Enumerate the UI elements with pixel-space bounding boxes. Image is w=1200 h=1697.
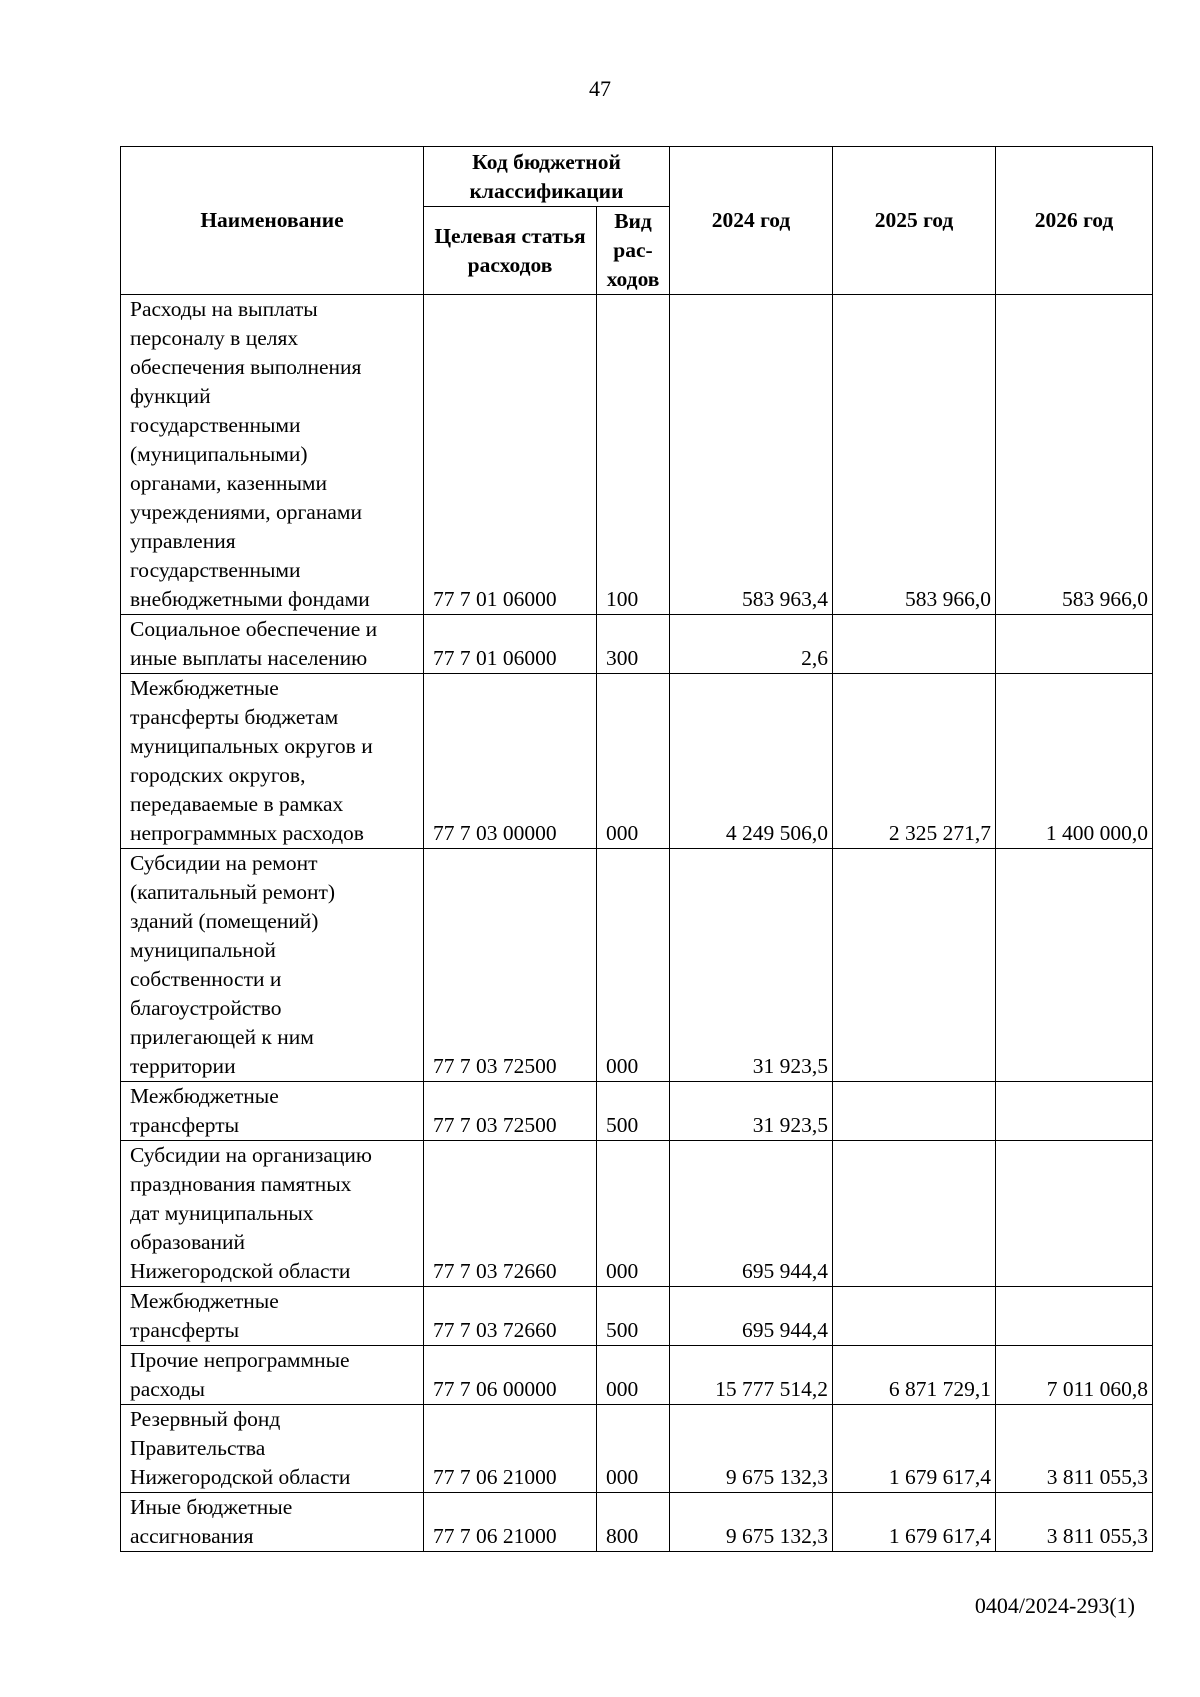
row-value-2024: 31 923,5: [670, 1082, 833, 1141]
row-name: Прочие непрограммные расходы: [121, 1346, 424, 1405]
document-code: 0404/2024-293(1): [974, 1593, 1135, 1618]
table-row: [121, 295, 1153, 615]
row-name: Межбюджетные трансферты бюджетам муниципальных округов и городских округов, передаваемые в рамках непрограммных расходов: [121, 674, 424, 849]
header-name: Наименование: [121, 147, 424, 295]
row-expense-kind: 000: [597, 849, 670, 1082]
row-value-2026: [996, 1287, 1153, 1346]
row-expense-kind: 000: [597, 1141, 670, 1287]
header-2024: 2024 год: [670, 147, 833, 295]
row-expense-kind: 300: [597, 615, 670, 674]
row-value-2026: [996, 615, 1153, 674]
row-expense-kind: 000: [597, 1405, 670, 1493]
row-value-2025: 6 871 729,1: [833, 1346, 996, 1405]
row-name: Резервный фонд Правительства Нижегородской области: [121, 1405, 424, 1493]
table-row: [121, 1493, 1153, 1552]
row-value-2026: 7 011 060,8: [996, 1346, 1153, 1405]
row-value-2024: 15 777 514,2: [670, 1346, 833, 1405]
row-value-2025: [833, 849, 996, 1082]
row-value-2024: 2,6: [670, 615, 833, 674]
budget-table: [120, 146, 1153, 1552]
row-value-2024: 695 944,4: [670, 1141, 833, 1287]
row-target-code: 77 7 03 72660: [424, 1287, 597, 1346]
row-target-code: 77 7 01 06000: [424, 615, 597, 674]
row-value-2024: 695 944,4: [670, 1287, 833, 1346]
table-row: [121, 1405, 1153, 1493]
row-target-code: 77 7 06 00000: [424, 1346, 597, 1405]
row-value-2025: 583 966,0: [833, 295, 996, 615]
table-row: [121, 1346, 1153, 1405]
row-value-2024: 9 675 132,3: [670, 1405, 833, 1493]
row-value-2025: 1 679 617,4: [833, 1493, 996, 1552]
row-name: Межбюджетные трансферты: [121, 1082, 424, 1141]
row-expense-kind: 000: [597, 1346, 670, 1405]
row-expense-kind: 800: [597, 1493, 670, 1552]
row-value-2024: 9 675 132,3: [670, 1493, 833, 1552]
row-name: Иные бюджетные ассигнования: [121, 1493, 424, 1552]
header-2026: 2026 год: [996, 147, 1153, 295]
row-target-code: 77 7 03 00000: [424, 674, 597, 849]
table-row: [121, 1141, 1153, 1287]
row-target-code: 77 7 03 72500: [424, 849, 597, 1082]
row-value-2026: 583 966,0: [996, 295, 1153, 615]
row-name: Социальное обеспечение и иные выплаты населению: [121, 615, 424, 674]
row-value-2025: [833, 615, 996, 674]
row-value-2026: 3 811 055,3: [996, 1493, 1153, 1552]
row-value-2025: 1 679 617,4: [833, 1405, 996, 1493]
row-expense-kind: 000: [597, 674, 670, 849]
page-number: 47: [589, 76, 611, 101]
row-target-code: 77 7 06 21000: [424, 1405, 597, 1493]
row-name: Расходы на выплаты персоналу в целях обеспечения выполнения функций государственными (муниципальными) органами, казенными учреждениями, органами управления государственными внебюджетными фондами: [121, 295, 424, 615]
header-code-kind: Вид рас-ходов: [597, 207, 670, 295]
row-value-2024: 583 963,4: [670, 295, 833, 615]
row-value-2025: [833, 1082, 996, 1141]
row-expense-kind: 500: [597, 1287, 670, 1346]
row-value-2026: [996, 1141, 1153, 1287]
table-row: [121, 849, 1153, 1082]
row-target-code: 77 7 03 72660: [424, 1141, 597, 1287]
row-value-2026: [996, 849, 1153, 1082]
table-row: [121, 1287, 1153, 1346]
row-value-2025: [833, 1287, 996, 1346]
row-value-2024: 4 249 506,0: [670, 674, 833, 849]
row-value-2026: 3 811 055,3: [996, 1405, 1153, 1493]
row-name: Субсидии на организацию празднования памятных дат муниципальных образований Нижегородской области: [121, 1141, 424, 1287]
row-target-code: 77 7 06 21000: [424, 1493, 597, 1552]
row-target-code: 77 7 01 06000: [424, 295, 597, 615]
table-row: [121, 1082, 1153, 1141]
row-name: Межбюджетные трансферты: [121, 1287, 424, 1346]
row-value-2025: [833, 1141, 996, 1287]
row-name: Субсидии на ремонт (капитальный ремонт) зданий (помещений) муниципальной собственности и благоустройство прилегающей к ним территории: [121, 849, 424, 1082]
table-row: [121, 615, 1153, 674]
row-value-2026: 1 400 000,0: [996, 674, 1153, 849]
row-value-2025: 2 325 271,7: [833, 674, 996, 849]
row-value-2024: 31 923,5: [670, 849, 833, 1082]
header-2025: 2025 год: [833, 147, 996, 295]
table-row: [121, 674, 1153, 849]
row-target-code: 77 7 03 72500: [424, 1082, 597, 1141]
row-expense-kind: 100: [597, 295, 670, 615]
row-value-2026: [996, 1082, 1153, 1141]
row-expense-kind: 500: [597, 1082, 670, 1141]
header-code-item: Целевая статья расходов: [424, 207, 597, 295]
header-code-group: Код бюджетной классификации: [424, 147, 670, 207]
